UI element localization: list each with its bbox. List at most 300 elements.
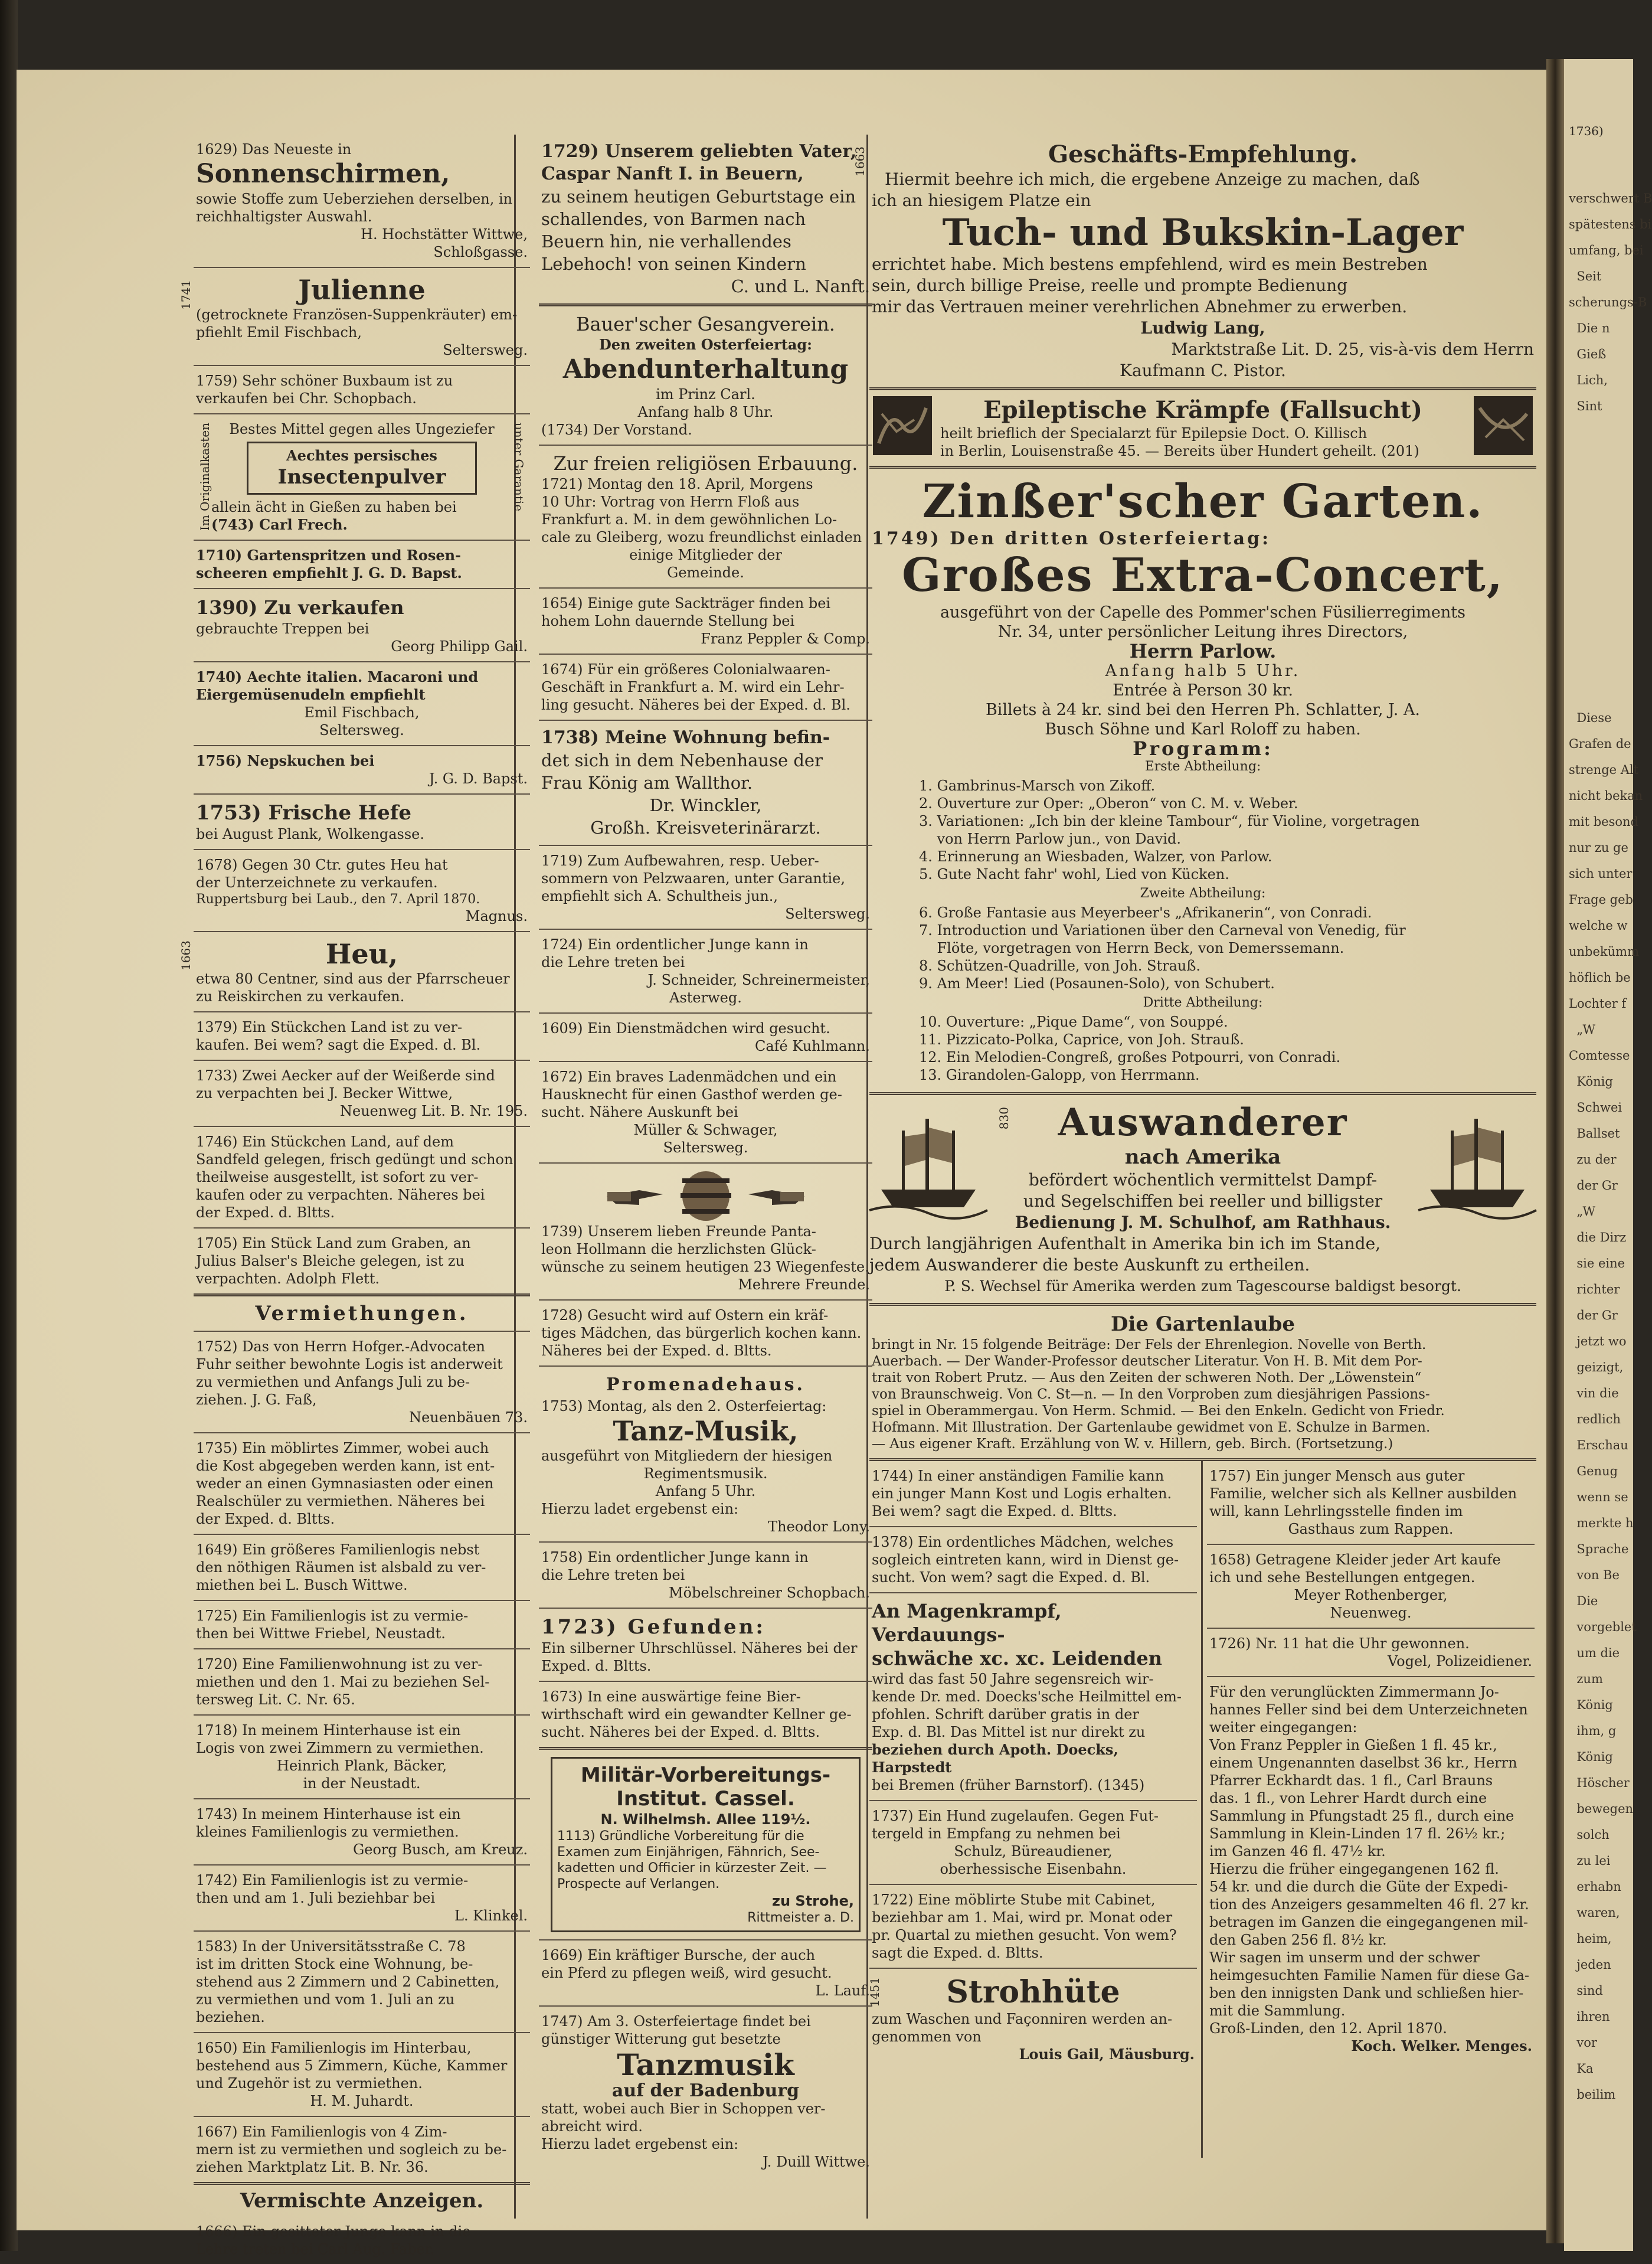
ad-text: 1379) Ein Stückchen Land ist zu ver- [196, 1019, 463, 1035]
ad-text: 1718) In meinem Hinterhause ist ein [196, 1722, 461, 1739]
side-label-right: unter Garantie [512, 423, 526, 512]
page-number: 1736) [1569, 124, 1604, 138]
ad-address: Kaufmann C. Pistor. [1120, 361, 1286, 380]
ad-1650 [194, 2033, 530, 2117]
product-subtitle: Aechtes persisches [286, 447, 437, 464]
ad-signature: (1734) Der Vorstand. [541, 422, 692, 438]
ad-text: und Zugehör ist zu vermiethen. [196, 2075, 423, 2092]
ad-text: sucht. Nähere Auskunft bei [541, 1104, 738, 1120]
ad-text: ben den innigsten Dank und schließen hier- [1209, 1985, 1524, 2001]
ad-text: Anfang halb 5 Uhr. [1105, 662, 1301, 680]
section-heading-vermischte [194, 2185, 530, 2217]
ad-signature: Theodor Lony. [768, 1518, 870, 1535]
ad-text: then bei Wittwe Friebel, Neustadt. [196, 1625, 446, 1642]
ad-text: spiel in Oberammergau. Von Herm. Schmid. — Bei den Enkeln. Gedicht von Friedr. [872, 1403, 1445, 1419]
ad-text: Sandfeld gelegen, frisch gedüngt und schon [196, 1151, 513, 1168]
ad-text: hohem Lohn dauernde Stellung bei [541, 613, 795, 629]
ad-1718 [194, 1716, 530, 1799]
program-list-part-1 [919, 777, 1534, 883]
ad-text: heilt brieflich der Specialarzt für Epilepsie Doct. O. Killisch [940, 425, 1368, 442]
ad-text: der Exped. d. Bltts. [196, 1204, 335, 1221]
facing-page-text: verschwert B spätestens bi umfang, bei Seit scherungs-B Die n Gieß Lich, Sint Diese Grafen de strenge Alt nicht bekan mit besond nur zu ge sich unter Frage geb welche w unbekümm höflich be Lochter f „W Comtesse König Schwei Ballset zu der der Gr „W die Dirz sie eine richter der Gr jetzt wo geizigt, vin die redlich Erschau Genug wenn se merkte h Sprache von Be Die vorgeblet um die zum König ihm, g König Höscher bewegen solch zu lei erhabn waren, heim, jeden sind ihren vor Ka beilim [1569, 191, 1652, 2102]
ad-text: 1757) Ein junger Mensch aus guter [1209, 1468, 1465, 1484]
ad-1720 [194, 1649, 530, 1716]
ad-address: Schloßgasse. [433, 244, 528, 260]
program-item: 2. Ouverture zur Oper: „Oberon“ von C. M. v. Weber. [919, 795, 1298, 812]
ad-text: 1747) Am 3. Osterfeiertage findet bei [541, 2013, 811, 2030]
ad-text: im Prinz Carl. [656, 386, 755, 403]
ad-address: Seltersweg. [443, 342, 528, 358]
ad-text: errichtet habe. Mich bestens empfehlend, wird es mein Bestreben [872, 254, 1428, 274]
ad-signature: einige Mitglieder der [629, 547, 782, 563]
ad-subheadline: nach Amerika [1124, 1145, 1281, 1169]
ad-text: bringt in Nr. 15 folgende Beiträge: Der Fels der Ehrenlegion. Novelle von Berth. [872, 1337, 1427, 1352]
side-number: 1451 [868, 1977, 882, 2007]
ad-text: Ruppertsburg bei Laub., den 7. April 1870. [196, 892, 480, 907]
ad-1672 [539, 1062, 872, 1164]
ad-signature: (743) Carl Frech. [211, 516, 348, 533]
ad-1738 [539, 721, 872, 846]
ad-text: 1756) Nepskuchen bei [196, 752, 375, 769]
ad-text: 1724) Ein ordentlicher Junge kann in [541, 936, 809, 953]
ad-text: Examen zum Einjährigen, Fähnrich, See- [557, 1845, 820, 1860]
ad-text: P. S. Wechsel für Amerika werden zum Tagescourse baldigst besorgt. [944, 1278, 1461, 1295]
ad-headline: Tuch- und Bukskin-Lager [942, 211, 1464, 254]
side-number: 1663 [853, 146, 867, 177]
ad-text: Von Franz Peppler in Gießen 1 fl. 45 kr., [1209, 1737, 1497, 1753]
ad-text: jedem Auswanderer die beste Auskunft zu ertheilen. [869, 1255, 1310, 1275]
ad-1726 [1207, 1629, 1535, 1677]
ad-text: 1749) Den dritten Osterfeiertag: [872, 528, 1271, 549]
ad-text: ich und sehe Bestellungen entgegen. [1209, 1569, 1476, 1586]
section-heading: Vermiethungen. [255, 1302, 469, 1325]
ad-text: tergeld in Empfang zu nehmen bei [872, 1825, 1121, 1842]
ad-text: verkaufen bei Chr. Schopbach. [196, 390, 417, 407]
ad-1379 [194, 1012, 530, 1061]
ad-signature: Schulz, Büreaudiener, [954, 1843, 1113, 1860]
ad-1752 [194, 1332, 530, 1433]
side-label-left: Im Originalkasten [198, 423, 212, 531]
side-number: 1741 [179, 280, 193, 310]
ad-1658 [1207, 1545, 1535, 1629]
ad-text: wünsche zu seinem heutigen 23 Wiegenfeste. [541, 1259, 869, 1275]
ad-text: günstiger Witterung gut besetzte [541, 2031, 781, 2047]
ad-text: stehend aus 2 Zimmern und 2 Cabinetten, [196, 1974, 500, 1990]
ad-1113-militaer [539, 1750, 872, 1940]
program-item: 7. Introduction und Variationen über den Carneval von Venedig, für [919, 922, 1406, 939]
ad-text: Beuern hin, nie verhallendes [541, 231, 791, 251]
ad-1734-gesangverein [539, 306, 872, 446]
ad-signature: Großh. Kreisveterinärarzt. [590, 818, 821, 838]
pointing-hand-right-icon [604, 1181, 669, 1211]
ad-text: 1752) Das von Herrn Hofger.-Advocaten [196, 1338, 485, 1355]
ad-text: die Kost abgegeben werden kann, ist ent- [196, 1458, 495, 1474]
ad-text: scheeren empfiehlt J. G. D. Bapst. [196, 564, 462, 581]
ad-1743 [194, 1799, 530, 1866]
ad-text: zu verpachten bei J. Becker Wittwe, [196, 1085, 453, 1102]
ad-text: in Berlin, Louisenstraße 45. — Bereits über Hundert geheilt. (201) [940, 443, 1419, 459]
ad-text: Lehre treten bei Carl Aug. Faber. [196, 2241, 435, 2258]
ad-text: ich an hiesigem Platze ein [872, 191, 1091, 210]
ad-text: pfiehlt Emil Fischbach, [196, 324, 362, 341]
ad-1757 [1207, 1461, 1535, 1545]
ad-text: 1629) Das Neueste in [196, 141, 352, 158]
ad-text: Den zweiten Osterfeiertag: [598, 336, 813, 353]
ad-headline: Die Gartenlaube [1111, 1312, 1295, 1336]
ad-1649 [194, 1535, 530, 1601]
ad-text: ist im dritten Stock eine Wohnung, be- [196, 1956, 473, 1972]
ad-auswanderer [869, 1095, 1536, 1306]
ad-address: Neuenweg. [1330, 1605, 1412, 1621]
pointing-hand-left-icon [742, 1181, 807, 1211]
ad-headline: Promenadehaus. [606, 1374, 805, 1395]
ad-text: Groß-Linden, den 12. April 1870. [1209, 2020, 1447, 2037]
ad-743-insectenpulver [194, 414, 530, 541]
ad-text: (getrocknete Französen-Suppenkräuter) em- [196, 306, 518, 323]
book-spine [0, 0, 18, 2251]
ad-headline: An Magenkrampf, Verdauungs- [872, 1600, 1062, 1646]
ad-text: befördert wöchentlich vermittelst Dampf- [1028, 1170, 1378, 1190]
ad-text: mir das Vertrauen meiner verehrlichen Abnehmer zu erwerben. [872, 297, 1408, 316]
program-item: 11. Pizzicato-Polka, Caprice, von Joh. Strauß. [919, 1031, 1244, 1048]
ad-text: kende Dr. med. Doecks'sche Heilmittel em- [872, 1688, 1182, 1705]
ad-text: Hierzu ladet ergebenst ein: [541, 2136, 739, 2152]
program-item: 8. Schützen-Quadrille, von Joh. Strauß. [919, 958, 1201, 974]
ad-text: 1609) Ein Dienstmädchen wird gesucht. [541, 1020, 830, 1037]
ad-text: 1742) Ein Familienlogis ist zu vermie- [196, 1872, 469, 1889]
ad-text: und Segelschiffen bei reeller und billigster [1023, 1191, 1383, 1211]
ad-text: 1705) Ein Stück Land zum Graben, an [196, 1235, 471, 1252]
ad-text: miethen und den 1. Mai zu beziehen Sel- [196, 1674, 490, 1690]
ad-1741 [179, 268, 530, 366]
ad-text: statt, wobei auch Bier in Schoppen ver- [541, 2100, 826, 2117]
ad-signature: Ludwig Lang, [1140, 318, 1265, 338]
ad-headline: Strohhüte [946, 1974, 1120, 2010]
program-part-title: Dritte Abtheilung: [1143, 995, 1263, 1010]
ad-headline: 1390) Zu verkaufen [196, 596, 404, 619]
ad-text: Regimentsmusik. [643, 1465, 768, 1482]
ad-1758 [539, 1543, 872, 1609]
column-1 [179, 135, 530, 2264]
ad-text: der Exped. d. Bltts. [196, 1511, 335, 1527]
ad-signature: Möbelschreiner Schopbach. [669, 1585, 870, 1601]
ad-text: Wir sagen im unserm und der schwer [1209, 1949, 1480, 1966]
ad-address: Seltersweg. [319, 722, 404, 739]
ad-text: beziehbar am 1. Mai, wird pr. Monat oder [872, 1909, 1173, 1926]
ad-text: den nöthigen Räumen ist alsbald zu ver- [196, 1559, 486, 1576]
product-box [247, 442, 477, 495]
ad-epilepsie [869, 390, 1536, 469]
ad-1609 [539, 1014, 872, 1062]
ad-1744 [869, 1461, 1197, 1527]
ad-text: ein junger Mann Kost und Logis erhalten. [872, 1485, 1172, 1502]
ad-text: Realschüler zu vermiethen. Näheres bei [196, 1493, 485, 1510]
ad-signature: Emil Fischbach, [304, 704, 420, 721]
ad-text: Hausknecht für einen Gasthof werden ge- [541, 1086, 842, 1103]
ad-1654 [539, 589, 872, 655]
ad-text: det sich in dem Nebenhause der [541, 750, 823, 770]
program-item: 13. Girandolen-Galopp, von Herrmann. [919, 1067, 1200, 1083]
ad-text: Fuhr seither bewohnte Logis ist anderweit [196, 1356, 503, 1373]
ad-signature: J. Duill Wittwe. [763, 2154, 870, 2170]
ad-text: Anfang halb 8 Uhr. [637, 404, 774, 420]
woodcut-ornament-icon [1474, 396, 1533, 455]
ad-headline: Zur freien religiösen Erbauung. [553, 452, 858, 475]
ad-text: 1722) Eine möblirte Stube mit Cabinet, [872, 1891, 1156, 1908]
ad-text: sogleich eintreten kann, wird in Dienst ge- [872, 1551, 1179, 1568]
ad-text: Für den verunglückten Zimmermann Jo- [1209, 1684, 1499, 1700]
ad-headline: 1723) Gefunden: [541, 1615, 766, 1639]
ad-text: Prospecte auf Verlangen. [557, 1877, 720, 1891]
ad-1722 [869, 1885, 1197, 1969]
ad-text: ling gesucht. Näheres bei der Exped. d. Bl. [541, 697, 850, 713]
ad-1739 [539, 1164, 872, 1301]
ad-text: mit die Sammlung. [1209, 2002, 1346, 2019]
ad-text: weder an einen Gymnasiasten oder einen [196, 1475, 494, 1492]
ad-1735 [194, 1433, 530, 1535]
ad-text: 1654) Einige gute Sackträger finden bei [541, 595, 831, 612]
ad-subheadline: auf der Badenburg [611, 2080, 800, 2101]
ad-text: Sammlung in Pfungstadt 25 fl., durch eine [1209, 1808, 1514, 1824]
ad-text: empfiehlt sich A. Schultheis jun., [541, 888, 778, 904]
program-list-part-3 [919, 1013, 1534, 1084]
ad-text: 1672) Ein braves Ladenmädchen und ein [541, 1069, 837, 1085]
product-name: Insectenpulver [277, 465, 446, 489]
ad-1746 [194, 1127, 530, 1229]
ad-1725 [194, 1601, 530, 1649]
ad-text: Herrn Parlow. [1129, 640, 1277, 662]
ad-text: mern ist zu vermiethen und sogleich zu be- [196, 2141, 507, 2158]
ad-text: beziehen. [196, 2009, 265, 2025]
ad-text: ziehen. J. G. Faß, [196, 1391, 317, 1408]
ad-1710 [194, 541, 530, 589]
sailing-ship-icon [1418, 1101, 1536, 1219]
ad-text: 1669) Ein kräftiger Bursche, der auch [541, 1947, 816, 1964]
ornament-hands-barrel [541, 1169, 870, 1223]
ad-signature: L. Lauf. [815, 1982, 870, 1999]
ad-text: Auerbach. — Der Wander-Professor deutscher Literatur. Von H. B. Mit dem Por- [872, 1354, 1422, 1369]
ad-text: Caspar Nanft I. in Beuern, [541, 164, 804, 184]
ad-text: sein, durch billige Preise, reelle und prompte Bedienung [872, 276, 1348, 295]
ad-text: kleines Familienlogis zu vermiethen. [196, 1824, 459, 1840]
ad-text: die Lehre treten bei [541, 1567, 685, 1583]
ad-1673 [539, 1682, 872, 1750]
ad-headline: Militär-Vorbereitungs- [580, 1763, 831, 1787]
ad-signature: Gemeinde. [667, 564, 744, 581]
ad-text: einem Ungenannten daselbst 36 kr., Herrn [1209, 1755, 1517, 1771]
ad-text: sucht. Von wem? sagt die Exped. d. Bl. [872, 1569, 1150, 1586]
ad-text: Bestes Mittel gegen alles Ungeziefer [229, 421, 495, 437]
ad-text: 54 kr. und die durch die Güte der Expedi- [1209, 1879, 1508, 1895]
ad-text: verpachten. Adolph Flett. [196, 1270, 380, 1287]
ad-1378 [869, 1527, 1197, 1593]
ad-text: Hofmann. Mit Illustration. Der Gartenlaube gewidmet von E. Schulze in Barmen. [872, 1420, 1431, 1435]
ad-headline: Tanz-Musik, [613, 1415, 799, 1447]
ad-text: von Braunschweig. Von C. St—n. — In den Vorproben zum diesjährigen Passions- [872, 1387, 1430, 1402]
ad-text: miethen bei L. Busch Wittwe. [196, 1577, 408, 1593]
ad-geschaefts-empfehlung [853, 135, 1536, 390]
ad-text: kaufen oder zu verpachten. Näheres bei [196, 1187, 485, 1203]
program-item: 10. Ouverture: „Pique Dame“, von Souppé. [919, 1014, 1228, 1030]
ad-text: etwa 80 Centner, sind aus der Pfarrscheuer [196, 971, 510, 987]
ad-text: Eiergemüsenudeln empfiehlt [196, 686, 426, 703]
ad-1756 [194, 746, 530, 795]
ad-signature: Heinrich Plank, Bäcker, [277, 1757, 447, 1774]
ad-text: Hiermit beehre ich mich, die ergebene Anzeige zu machen, daß [885, 169, 1420, 189]
ad-text: then und am 1. Juli beziehbar bei [196, 1890, 436, 1906]
ad-text: Busch Söhne und Karl Roloff zu haben. [1045, 720, 1361, 739]
ad-text: Sammlung in Klein-Linden 17 fl. 26½ kr.; [1209, 1825, 1506, 1842]
ad-address: Marktstraße Lit. D. 25, vis-à-vis dem Herrn [1171, 339, 1534, 359]
ad-signature: C. und L. Nanft. [731, 276, 870, 296]
ad-text: 1735) Ein möblirtes Zimmer, wobei auch [196, 1440, 489, 1456]
ad-text: reichhaltigster Auswahl. [196, 208, 372, 225]
ad-text: tiges Mädchen, das bürgerlich kochen kann. [541, 1325, 862, 1341]
ad-text: 1650) Ein Familienlogis im Hinterbau, [196, 2040, 472, 2056]
ad-address: N. Wilhelmsh. Allee 119½. [600, 1811, 811, 1828]
program-heading: Programm: [1133, 737, 1273, 760]
section-heading: Vermischte Anzeigen. [240, 2189, 484, 2213]
ad-text: zu Reiskirchen zu verkaufen. [196, 988, 405, 1005]
ad-address: Seltersweg. [785, 906, 870, 922]
program-item: von Herrn Parlow jun., von David. [919, 831, 1182, 847]
ad-text: zu seinem heutigen Geburtstage ein [541, 187, 856, 207]
program-item: 4. Erinnerung an Wiesbaden, Walzer, von Parlow. [919, 848, 1272, 865]
column-3 [853, 135, 1536, 2063]
ad-text: tersweg Lit. C. Nr. 65. [196, 1691, 355, 1708]
ad-signature: Koch. Welker. Menges. [1351, 2037, 1532, 2054]
ad-headline: Epileptische Krämpfe (Fallsucht) [983, 396, 1422, 424]
ad-1747 [539, 2007, 872, 2177]
ad-1705 [194, 1229, 530, 1296]
ad-headline: Tanzmusik [617, 2047, 794, 2082]
ad-text: sagt die Exped. d. Bltts. [872, 1945, 1043, 1961]
ad-1742 [194, 1866, 530, 1932]
ad-text: Hierzu ladet ergebenst ein: [541, 1501, 739, 1517]
ad-text: zum Waschen und Façonniren werden an- [872, 2011, 1173, 2027]
ad-signature: Gasthaus zum Rappen. [1288, 1521, 1454, 1537]
ad-1678 [194, 850, 530, 932]
ad-1629 [194, 135, 530, 268]
woodcut-ornament-icon [873, 396, 932, 455]
ad-text: 1753) Montag, als den 2. Osterfeiertag: [541, 1398, 827, 1414]
ad-text: 1649) Ein größeres Familienlogis nebst [196, 1541, 480, 1558]
ad-text: zu vermiethen und vom 1. Juli an zu [196, 1991, 455, 2008]
ad-text: Logis von zwei Zimmern zu vermiethen. [196, 1740, 484, 1756]
ad-text: 1710) Gartenspritzen und Rosen- [196, 547, 462, 564]
ad-signature: Rittmeister a. D. [747, 1910, 854, 1925]
column-3-right [1207, 1461, 1535, 2061]
ad-text: ziehen Marktplatz Lit. B. Nr. 36. [196, 2159, 428, 2175]
ad-text: bestehend aus 5 Zimmern, Küche, Kammer [196, 2057, 508, 2074]
ad-text: 1666) Ein gesitteter Junge kann in die [196, 2223, 471, 2240]
ad-text: 1740) Aechte italien. Macaroni und [196, 668, 479, 685]
column-2 [539, 135, 872, 2177]
ad-text: 1729) Unserem geliebten Vater, [541, 141, 857, 162]
program-item: 12. Ein Melodien-Congreß, großes Potpourri, von Conradi. [919, 1049, 1341, 1066]
ad-text: schallendes, von Barmen nach [541, 209, 806, 229]
ad-1749-concert [869, 469, 1536, 1095]
ad-text: der Unterzeichnete zu verkaufen. [196, 874, 438, 891]
ad-text: die Lehre treten bei [541, 954, 685, 971]
ad-headline: Heu, [325, 938, 398, 970]
ad-1390 [194, 589, 530, 662]
ad-headline: Bauer'scher Gesangverein. [576, 313, 835, 335]
program-part-title: Erste Abtheilung: [1144, 759, 1261, 774]
ad-text: 1738) Meine Wohnung befin- [541, 727, 830, 748]
ad-text: 1719) Zum Aufbewahren, resp. Ueber- [541, 852, 819, 869]
ad-text: genommen von [872, 2028, 982, 2045]
ad-text: bei Bremen (früher Barnstorf). (1345) [872, 1777, 1145, 1793]
ad-text: tion des Anzeigers gesammelten 46 fl. 27 kr. [1209, 1896, 1529, 1913]
ad-text: 1673) In eine auswärtige feine Bier- [541, 1688, 801, 1705]
program-part-title: Zweite Abtheilung: [1140, 886, 1266, 901]
ad-text: — Aus eigener Kraft. Erzählung von W. v. Hillern, geb. Birch. (Fortsetzung.) [872, 1436, 1393, 1452]
ad-text: 1726) Nr. 11 hat die Uhr gewonnen. [1209, 1635, 1470, 1652]
ad-headline: Julienne [298, 274, 426, 306]
ad-text: pfohlen. Schrift darüber gratis in der [872, 1706, 1139, 1723]
ad-text: 1721) Montag den 18. April, Morgens [541, 476, 813, 492]
side-number: 830 [997, 1107, 1011, 1130]
military-institute-box [551, 1757, 861, 1932]
ad-text: Familie, welcher sich als Kellner ausbilden [1209, 1485, 1517, 1502]
program-item: 1. Gambrinus-Marsch von Zikoff. [919, 777, 1156, 794]
ad-signature: Café Kuhlmann. [755, 1038, 870, 1054]
ad-text: 1658) Getragene Kleider jeder Art kaufe [1209, 1551, 1501, 1568]
ad-signature: Vogel, Polizeidiener. [1388, 1653, 1532, 1670]
ad-signature: Dr. Winckler, [649, 795, 762, 815]
ad-signature: Louis Gail, Mäusburg. [1019, 2046, 1195, 2063]
ad-text: Frankfurt a. M. in dem gewöhnlichen Lo- [541, 511, 838, 528]
ad-text: das. 1 fl., von Lehrer Hardt durch eine [1209, 1790, 1487, 1806]
ad-text: wirthschaft wird ein gewandter Kellner ge- [541, 1706, 852, 1723]
ad-1737 [869, 1801, 1197, 1885]
ad-text: sucht. Näheres bei der Exped. d. Bltts. [541, 1724, 820, 1740]
ad-1728 [539, 1301, 872, 1367]
ad-1740 [194, 662, 530, 746]
ad-text: 10 Uhr: Vortrag von Herrn Floß aus [541, 494, 800, 510]
side-number: 1663 [179, 940, 193, 971]
ad-headline: Großes Extra-Concert, [902, 548, 1504, 602]
ad-text: 1583) In der Universitätsstraße C. 78 [196, 1938, 466, 1955]
ad-signature: Franz Peppler & Comp. [701, 630, 870, 647]
ad-address: Neuenbäuen 73. [409, 1409, 528, 1426]
ad-address: Seltersweg. [663, 1139, 748, 1156]
ad-1724 [539, 930, 872, 1014]
column-rule-3 [1201, 1461, 1203, 2158]
ad-text: Ein silberner Uhrschlüssel. Näheres bei der [541, 1640, 858, 1657]
ad-text: sowie Stoffe zum Ueberziehen derselben, in [196, 191, 513, 207]
ad-text: Frau König am Wallthor. [541, 773, 753, 793]
ad-text: 1725) Ein Familienlogis ist zu vermie- [196, 1608, 469, 1624]
ad-headline: Zinßer'scher Garten. [922, 475, 1484, 528]
ad-text: 1746) Ein Stückchen Land, auf dem [196, 1133, 454, 1150]
ad-text: abreicht wird. [541, 2118, 643, 2135]
section-heading-vermiethungen [194, 1296, 530, 1332]
ad-text: 1728) Gesucht wird auf Ostern ein kräf- [541, 1307, 829, 1324]
ad-spendensammlung-feller [1207, 1677, 1535, 2061]
ad-text: Billets à 24 kr. sind bei den Herren Ph. Schlatter, J. A. [985, 701, 1421, 719]
ad-signature: J. Schneider, Schreinermeister, [647, 972, 870, 988]
ad-text: hannes Feller sind bei dem Unterzeichneten [1209, 1701, 1528, 1718]
ad-text: Bei wem? sagt die Exped. d. Bltts. [872, 1503, 1117, 1520]
newspaper-page [17, 70, 1560, 2258]
ad-text: im Ganzen 46 fl. 47½ kr. [1209, 1843, 1386, 1860]
ad-address: Asterweg. [669, 989, 742, 1006]
ad-1345-magenkrampf [869, 1593, 1197, 1801]
ad-1674 [539, 655, 872, 721]
ad-text: 1737) Ein Hund zugelaufen. Gegen Fut- [872, 1808, 1159, 1824]
